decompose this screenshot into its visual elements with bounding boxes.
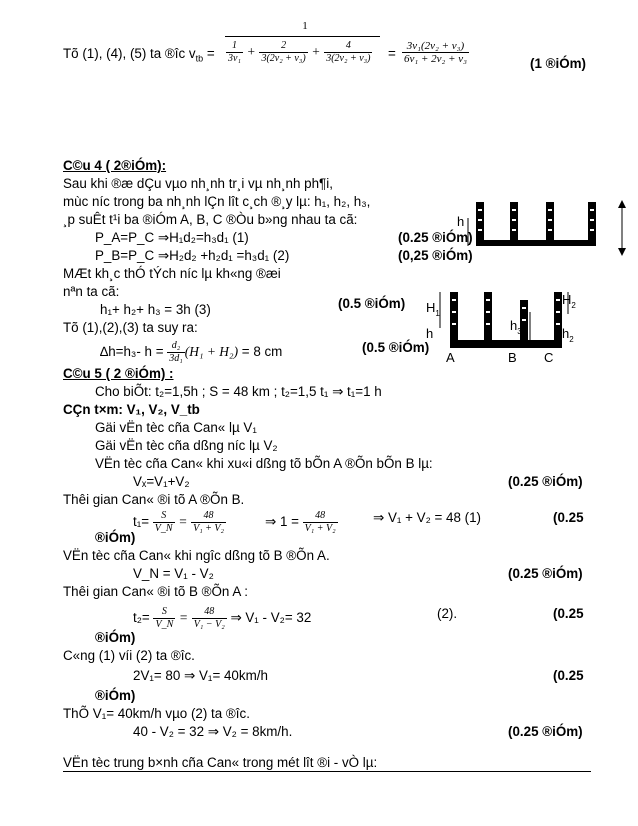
vessel-top: [457, 202, 596, 246]
q5-line-8-score2: ®iÓm): [95, 530, 136, 545]
q5-line-8-score: (0.25: [553, 510, 584, 525]
q5-line-8c: ⇒ V₁ + V₂ = 48 (1): [373, 510, 482, 525]
q5-title: C©u 5 ( 2 ®iÓm) :: [63, 366, 174, 381]
q5-line-17: VËn tèc trung b×nh cña Can« trong mét lît ®i - vÒ lµ:: [63, 755, 378, 770]
q5-line-13: C«ng (1) víi (2) ta ®îc.: [63, 648, 195, 663]
q4-ratio-fraction: $\frac{\text{d₂}}{\text{3d₁}}$: [169, 340, 183, 364]
q5-frac-48c: $\frac{48}{\text{V₁ − V₂}}$: [193, 606, 225, 630]
q5-line-7: Thêi gian Can« ®i tõ A ®Õn B.: [63, 492, 245, 507]
q4-line-7: nªn ta cã:: [63, 284, 120, 299]
q4-line-9: Tõ (1),(2),(3) ta suy ra:: [63, 320, 198, 335]
q4-line-5-score: (0,25 ®iÓm): [398, 248, 473, 263]
H2-label: $H_2$: [562, 292, 576, 310]
q5-line-6: Vₓ=V₁+V₂: [133, 474, 190, 489]
q5-line-16: 40 - V₂ = 32 ⇒ V₂ = 8km/h.: [133, 724, 293, 739]
q5-line-14-score: (0.25: [553, 668, 584, 683]
q4-line-5: P_B=P_C ⇒H₂d₂ +h₂d₁ =h₃d₁ (2): [95, 248, 290, 263]
q4-title: C©u 4 ( 2®iÓm):: [63, 158, 167, 173]
q5-line-14-score2: ®iÓm): [95, 688, 136, 703]
q4-sum-h: (H₁ + H₂): [184, 344, 239, 360]
q5-line-4: Gäi vËn tèc cña dßng níc lµ V₂: [95, 438, 278, 453]
q4-line-10: [100, 340, 282, 365]
big-fraction-bar: [225, 36, 380, 37]
q4-line-8: h₁+ h₂+ h₃ = 3h (3): [100, 302, 211, 317]
vessel-bottom: [426, 292, 576, 365]
q5-t1: t₁=: [133, 514, 150, 530]
q5-line-12-score: (0.25: [553, 606, 584, 621]
vessel-diagram: [418, 188, 638, 370]
term3: $\frac{4}{\text{3(2v₂ + v₃)}}$: [326, 40, 371, 64]
q5-line-12c: (2).: [437, 606, 458, 621]
bottom-rule: [63, 771, 591, 772]
plus-2: +: [311, 44, 321, 60]
top-h-label: h: [457, 214, 465, 229]
term2: $\frac{2}{\text{3(2v₂ + v₃)}}$: [261, 40, 306, 64]
q5-line-11: Thêi gian Can« ®i tõ B ®Õn A :: [63, 584, 248, 599]
q5-given: Cho biÕt: t₂=1,5h ; S = 48 km ; t₂=1,5 t₁ ⇒ t₁=1 h: [95, 384, 382, 399]
top-mid-wall: [510, 202, 518, 246]
top-far-wall: [588, 202, 596, 246]
q5-line-8b: [265, 510, 338, 535]
q5-frac-s-vn: $\frac{S}{V\_N}$: [154, 510, 173, 534]
q5-line-3: Gäi vËn tèc cña Can« lµ V₁: [95, 420, 257, 435]
q4-line-3: ¸p suÊt t¹i ba ®iÓm A, B, C ®Òu b»ng nhau ta cã:: [63, 212, 358, 227]
q4-line-1: Sau khi ®æ dÇu vµo nh¸nh tr¸i vµ nh¸nh ph¶i,: [63, 176, 333, 191]
result-prefix: Tõ (1), (4), (5) ta ®îc v: [63, 46, 196, 61]
q5-implies-2: ⇒ V₁ - V₂= 32: [230, 610, 312, 626]
q5-frac-48b: $\frac{48}{\text{V₁ + V₂}}$: [304, 510, 336, 534]
h2-label: $h_2$: [562, 326, 574, 344]
h1-label: h: [426, 326, 434, 341]
q5-frac-48: $\frac{48}{\text{V₁ + V₂}}$: [193, 510, 225, 534]
point-C: C: [544, 350, 554, 365]
point-A: A: [446, 350, 455, 365]
top-right-wall: [546, 202, 554, 246]
term1: $\frac{1}{\text{3v₁}}$: [228, 40, 241, 64]
q5-line-12: [133, 606, 311, 631]
q5-line-6-score: (0.25 ®iÓm): [508, 474, 583, 489]
height-arrow-right: [618, 200, 626, 256]
result-eq2: =: [388, 46, 396, 61]
q5-implies-1: ⇒ 1 =: [265, 514, 299, 530]
q4-result: = 8 cm: [238, 344, 283, 360]
result-eq: =: [203, 46, 215, 61]
result-prefix-sub: tb: [195, 53, 204, 64]
top-base: [476, 240, 596, 246]
q4-line-4-score: (0.25 ®iÓm): [398, 230, 473, 245]
q5-line-9: VËn tèc cña Can« khi ngîc dßng tõ B ®Õn A.: [63, 548, 330, 563]
big-fraction-denominator: [226, 40, 372, 65]
q5-line-10: V_N = V₁ - V₂: [133, 566, 214, 581]
result-score: (1 ®iÓm): [530, 56, 586, 71]
top-left-wall: [476, 202, 484, 246]
q5-eq: =: [178, 514, 188, 530]
result-fraction: $\frac{\text{3v₁(2v₂ + v₃)}}{\text{6v₁ + 2v₂ + v₃}}$: [404, 40, 467, 65]
q4-line-8-score: (0.5 ®iÓm): [338, 296, 406, 311]
result-line: [63, 46, 215, 67]
q5-line-15: ThÕ V₁= 40km/h vµo (2) ta ®îc.: [63, 706, 250, 721]
q5-find: CÇn t×m: V₁, V₂, V_tb: [63, 402, 200, 417]
q4-line-10-score: (0.5 ®iÓm): [362, 340, 430, 355]
q5-t2: t₂=: [133, 610, 150, 626]
q4-line-4: P_A=P_C ⇒H₁d₂=h₃d₁ (1): [95, 230, 249, 245]
q5-line-14: 2V₁= 80 ⇒ V₁= 40km/h: [133, 668, 268, 683]
q5-line-10-score: (0.25 ®iÓm): [508, 566, 583, 581]
q5-line-12-score2: ®iÓm): [95, 630, 136, 645]
point-B: B: [508, 350, 517, 365]
q5-frac-s-vn2: $\frac{S}{V\_N}$: [155, 606, 174, 630]
H1-label: $H_1$: [426, 300, 440, 318]
q5-line-16-score: (0.25 ®iÓm): [508, 724, 583, 739]
plus-1: +: [246, 44, 256, 60]
q5-line-5: VËn tèc cña Can« khi xu«i dßng tõ bÕn A ®Õn bÕn B lµ:: [95, 456, 433, 471]
q4-line-2: mùc níc trong ba nh¸nh lÇn lît c¸ch ®¸y lµ: h₁, h₂, h₃,: [63, 194, 371, 209]
q4-line-6: MÆt kh¸c thÓ tÝch níc lµ kh«ng ®æi: [63, 266, 281, 281]
q4-delta-h: ∆h=h₃- h =: [100, 344, 164, 360]
h3-label: $h_3$: [510, 318, 522, 336]
q5-line-8: [133, 510, 226, 535]
big-fraction-numerator: 1: [302, 20, 308, 32]
q5-eq2: =: [179, 610, 189, 626]
